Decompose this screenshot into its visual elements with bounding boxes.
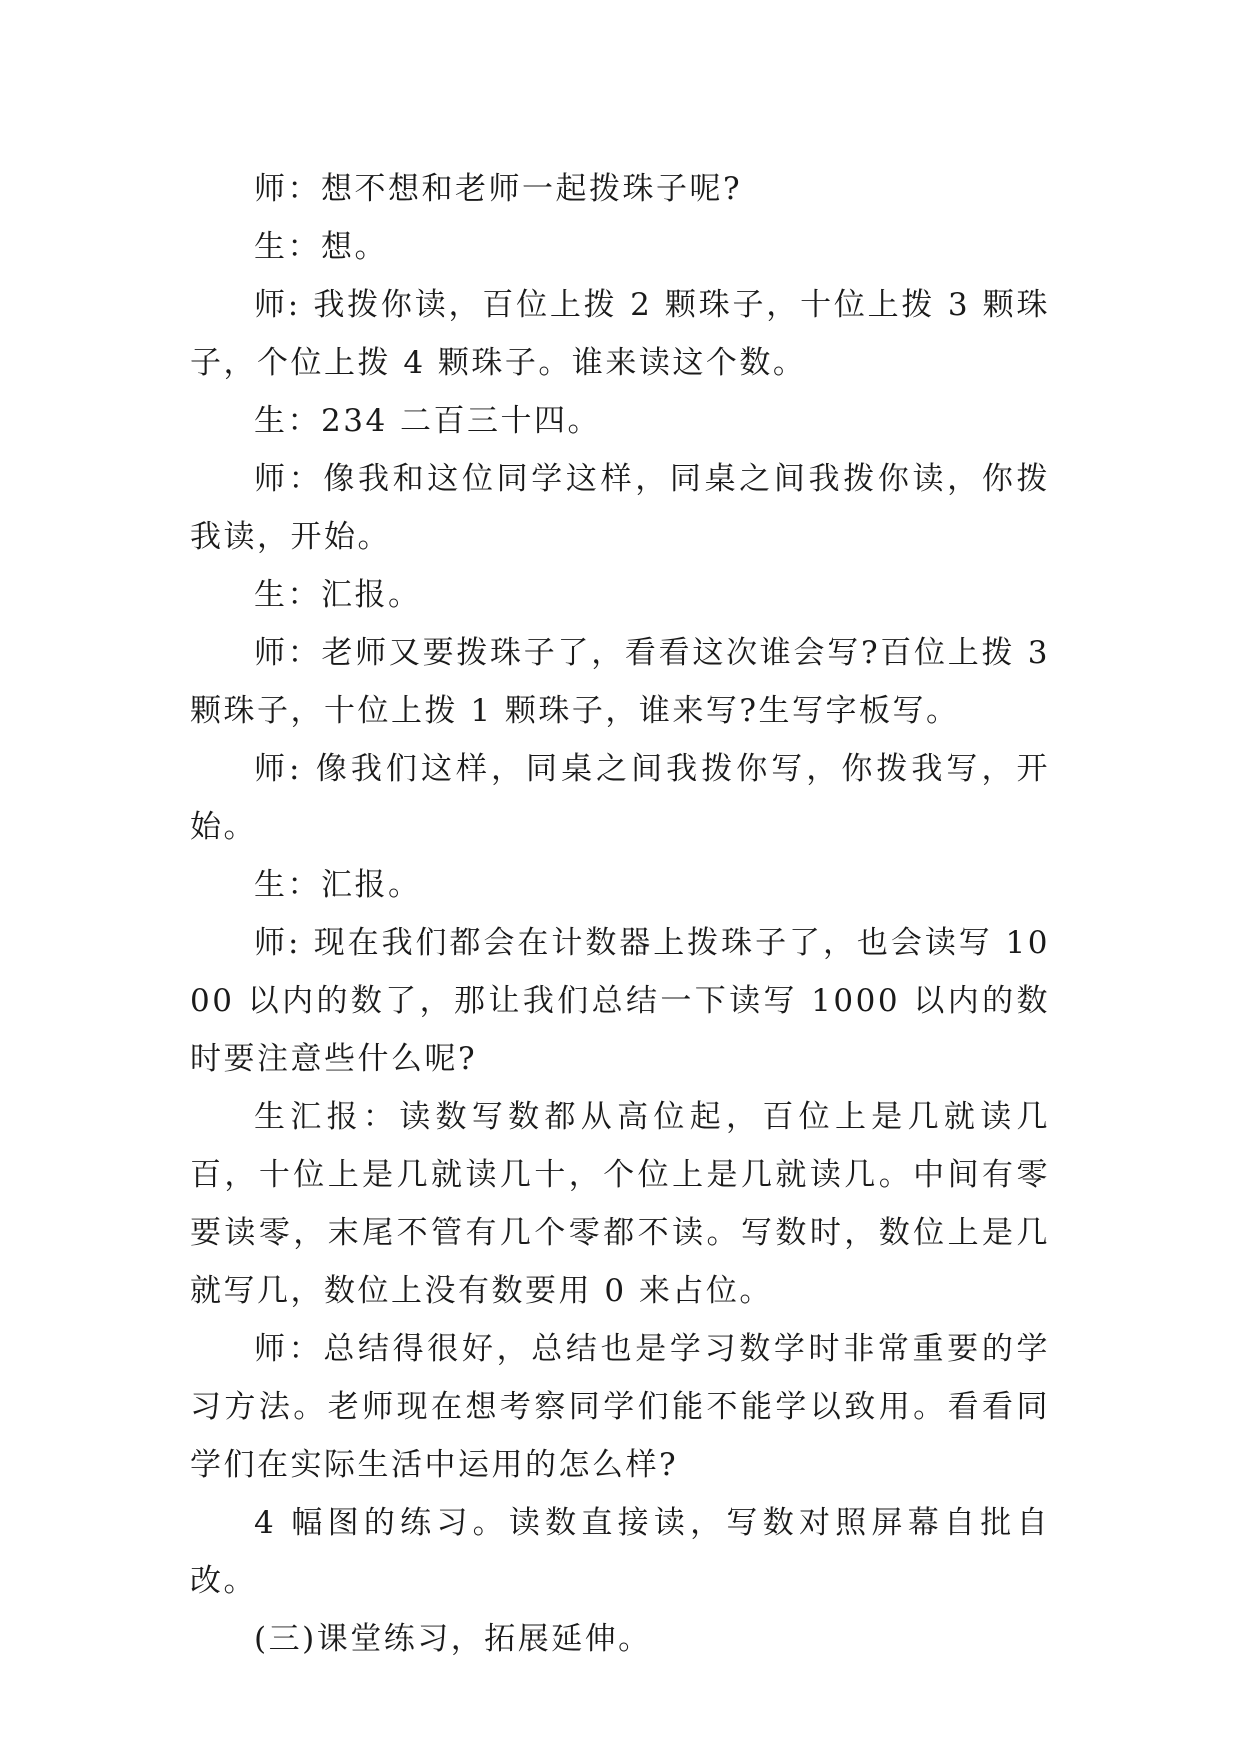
paragraph-5: 师：像我和这位同学这样，同桌之间我拨你读，你拨我读，开始。 xyxy=(190,461,1050,555)
paragraph-10: 师: 现在我们都会在计数器上拨珠子了，也会读写 1000 以内的数了，那让我们总结一下读写 1000 以内的数时要注意些什么呢? xyxy=(190,925,1050,1077)
paragraph-3: 师: 我拨你读，百位上拨 2 颗珠子，十位上拨 3 颗珠子，个位上拨 4 颗珠子。谁来读这个数。 xyxy=(190,287,1050,381)
paragraph-13: 4 幅图的练习。读数直接读，写数对照屏幕自批自改。 xyxy=(190,1505,1050,1599)
paragraph-14: (三)课堂练习，拓展延伸。 xyxy=(254,1621,652,1657)
paragraph-11: 生汇报：读数写数都从高位起，百位上是几就读几百，十位上是几就读几十，个位上是几就读几。中间有零要读零，末尾不管有几个零都不读。写数时，数位上是几就写几，数位上没有数要用 0 来占位。 xyxy=(190,1099,1050,1309)
paragraph-12: 师：总结得很好，总结也是学习数学时非常重要的学习方法。老师现在想考察同学们能不能学以致用。看看同学们在实际生活中运用的怎么样? xyxy=(190,1331,1050,1483)
paragraph-1: 师：想不想和老师一起拨珠子呢? xyxy=(254,171,743,207)
paragraph-9: 生：汇报。 xyxy=(254,867,422,903)
paragraph-2: 生：想。 xyxy=(254,229,388,265)
paragraph-4: 生：234 二百三十四。 xyxy=(254,403,602,439)
paragraph-8: 师: 像我们这样，同桌之间我拨你写，你拨我写，开始。 xyxy=(190,751,1050,845)
paragraph-6: 生：汇报。 xyxy=(254,577,422,613)
paragraph-7: 师：老师又要拨珠子了，看看这次谁会写?百位上拨 3 颗珠子，十位上拨 1 颗珠子，谁来写?生写字板写。 xyxy=(190,635,1050,729)
document-body xyxy=(190,160,1050,1668)
